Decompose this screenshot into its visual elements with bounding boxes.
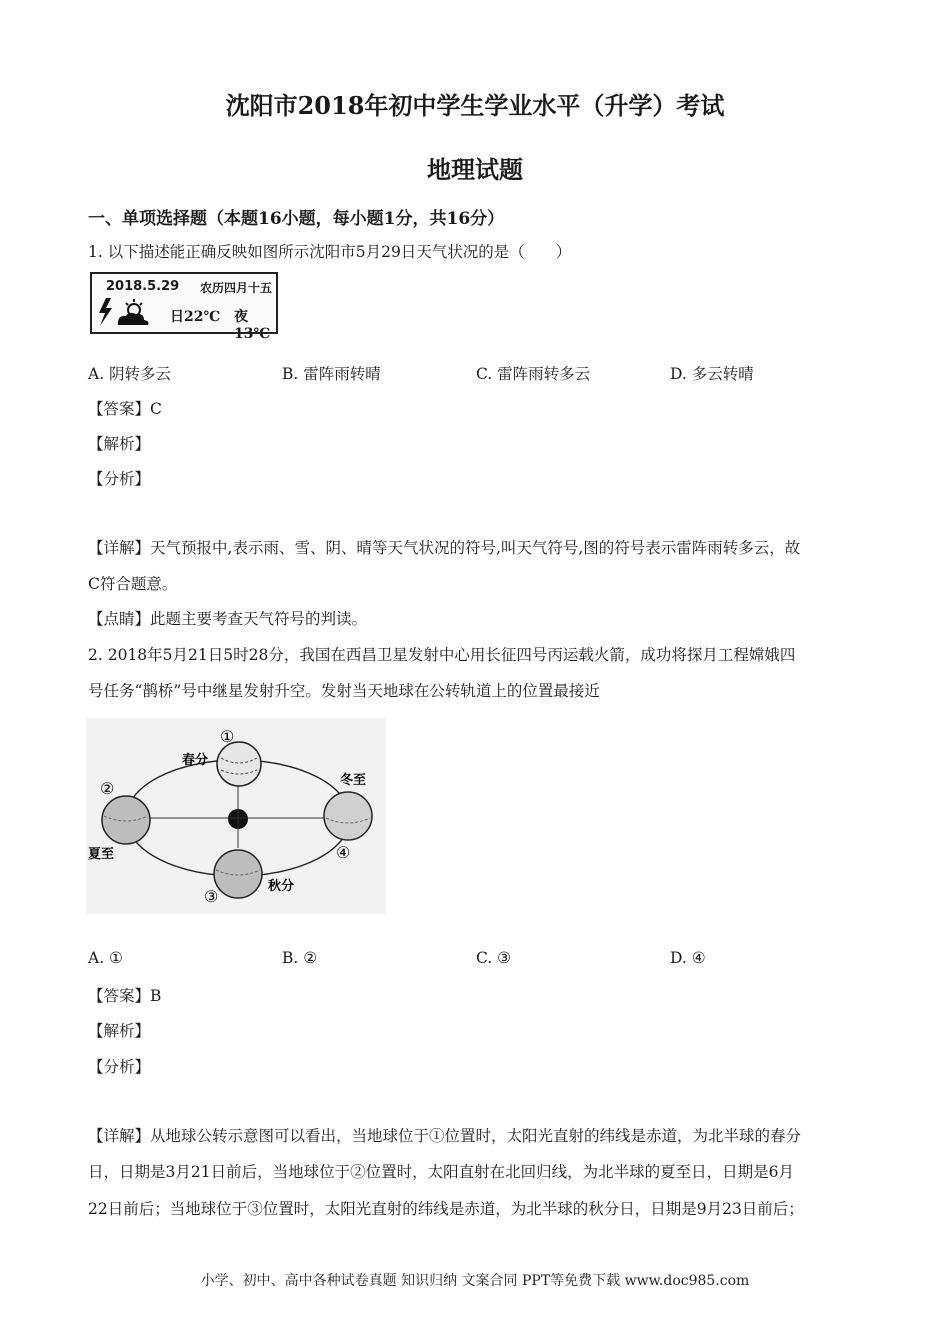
q1-detail-line2: C符合题意。 xyxy=(88,575,178,593)
question-1-stem: 1. 以下描述能正确反映如图所示沈阳市5月29日天气状况的是（ ） xyxy=(88,243,572,261)
q2-answer xyxy=(88,984,161,1006)
q2-detail-label: 【详解】 xyxy=(88,1127,151,1145)
q2-answer-label: 【答案】 xyxy=(88,987,151,1005)
q1-option-d: D. 多云转晴 xyxy=(670,365,754,383)
q2-detail xyxy=(88,1124,801,1146)
label-winter: 冬至 xyxy=(340,773,367,788)
q2-option-d: D. ④ xyxy=(670,949,706,967)
earth-position-2 xyxy=(102,796,150,844)
q1-option-a: A. 阴转多云 xyxy=(88,365,172,383)
label-position-4: ④ xyxy=(336,843,351,862)
label-position-3: ③ xyxy=(204,887,219,906)
q1-detail-line1: 天气预报中,表示雨、雪、阴、晴等天气状况的符号,叫天气符号,图的符号表示雷阵雨转多云，故 xyxy=(150,539,801,557)
weather-date: 2018.5.29 xyxy=(106,279,180,294)
q1-answer-label: 【答案】 xyxy=(88,400,151,418)
label-summer: 夏至 xyxy=(88,847,115,862)
label-position-2: ② xyxy=(100,779,115,798)
question-2-stem-line1: 2. 2018年5月21日5时28分，我国在西昌卫星发射中心用长征四号丙运载火箭，成功将探月工程嫦娥四 xyxy=(88,646,796,664)
thunderstorm-to-cloudy-icon xyxy=(96,296,152,328)
section-heading: 一、单项选择题（本题16小题，每小题1分，共16分） xyxy=(88,209,505,229)
q2-option-c: C. ③ xyxy=(476,949,512,967)
label-spring: 春分 xyxy=(182,753,209,768)
q1-detail-label: 【详解】 xyxy=(88,539,151,557)
q1-detail xyxy=(88,536,800,558)
label-autumn: 秋分 xyxy=(268,879,295,894)
label-position-1: ① xyxy=(220,727,235,746)
earth-position-4 xyxy=(324,792,372,840)
q2-fenxi-label: 【分析】 xyxy=(88,1058,151,1076)
exam-subtitle: 地理试题 xyxy=(427,155,523,184)
q2-detail-line2: 日，日期是3月21日前后，当地球位于②位置时，太阳直射在北回归线，为北半球的夏至日，日期是6月 xyxy=(88,1163,794,1181)
q1-comment xyxy=(88,607,367,629)
q2-analysis-label: 【解析】 xyxy=(88,1022,151,1040)
q1-comment-text: 此题主要考查天气符号的判读。 xyxy=(150,610,368,628)
weather-forecast-figure xyxy=(90,272,278,342)
q1-fenxi-label: 【分析】 xyxy=(88,470,151,488)
q2-answer-value: B xyxy=(150,987,162,1005)
q2-detail-line1: 从地球公转示意图可以看出，当地球位于①位置时，太阳光直射的纬线是赤道，为北半球的春分 xyxy=(150,1127,802,1145)
q1-comment-label: 【点睛】 xyxy=(88,610,151,628)
q2-option-a: A. ① xyxy=(88,949,123,967)
q1-option-c: C. 雷阵雨转多云 xyxy=(476,365,591,383)
earth-orbit-figure xyxy=(86,718,386,914)
q1-option-b: B. 雷阵雨转晴 xyxy=(282,365,381,383)
weather-night-temp: 夜13℃ xyxy=(234,309,271,342)
q1-answer-value: C xyxy=(150,400,162,418)
page-footer: 小学、初中、高中各种试卷真题 知识归纳 文案合同 PPT等免费下载 www.doc985.com xyxy=(200,1273,750,1289)
earth-position-3 xyxy=(214,850,262,898)
q1-answer xyxy=(88,397,162,419)
q2-detail-line3: 22日前后；当地球位于③位置时，太阳光直射的纬线是赤道，为北半球的秋分日，日期是9月23日前后； xyxy=(88,1200,804,1218)
exam-title: 沈阳市2018年初中学生学业水平（升学）考试 xyxy=(225,91,725,120)
q1-analysis-label: 【解析】 xyxy=(88,435,151,453)
weather-day-temp: 日22℃ xyxy=(170,309,221,325)
question-2-stem-line2: 号任务“鹊桥”号中继星发射升空。发射当天地球在公转轨道上的位置最接近 xyxy=(88,682,600,700)
earth-position-1 xyxy=(217,742,261,786)
q2-option-b: B. ② xyxy=(282,949,318,967)
weather-lunar-date: 农历四月十五 xyxy=(200,281,273,295)
